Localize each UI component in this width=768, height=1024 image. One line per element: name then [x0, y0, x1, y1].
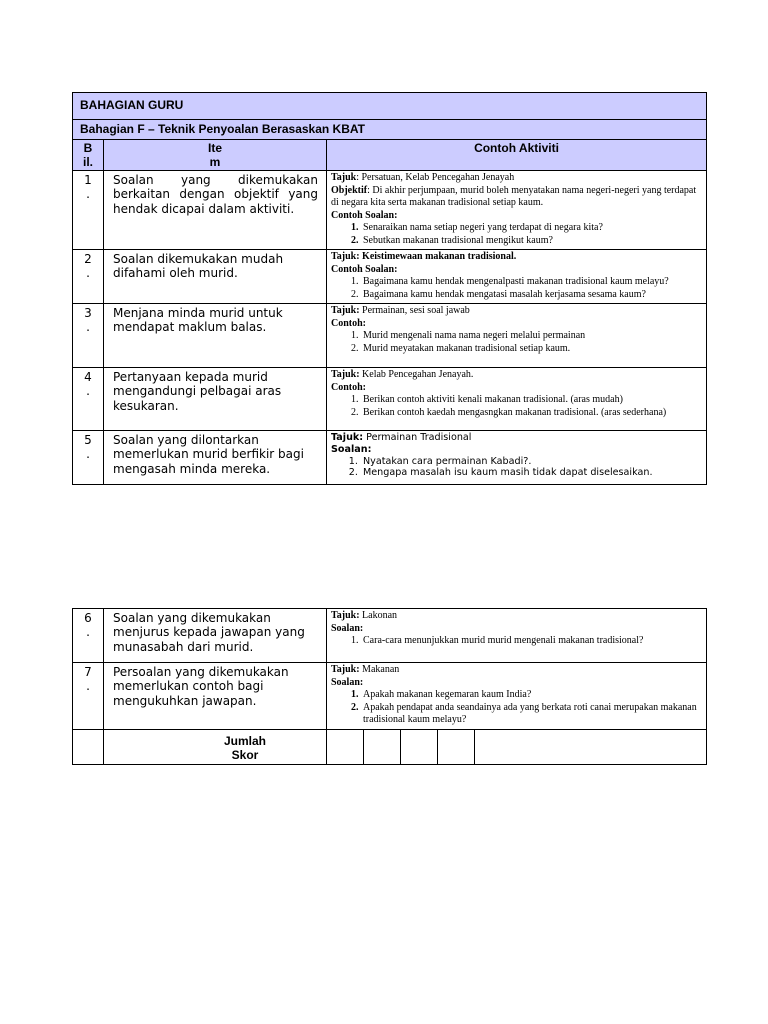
row-item-text: Pertanyaan kepada murid mengandungi pelbagai aras kesukaran. [113, 370, 282, 413]
row-activity: Tajuk: Lakonan Soalan: 1. Cara-cara menunjukkan murid murid mengenali makanan tradisional? [327, 609, 706, 650]
row-number: 1 . [84, 173, 92, 201]
list-item: 1. Apakah makanan kegemaran kaum India? [361, 689, 702, 702]
table-row [73, 250, 707, 304]
table-row [73, 368, 707, 431]
objektif-label: Objektif [331, 184, 368, 196]
question-list [331, 635, 702, 648]
list-item: 2. Apakah pendapat anda seandainya ada yang berkata roti canai merupakan makanan tradisional kaum melayu? [361, 702, 702, 727]
total-row [73, 729, 707, 764]
row-activity: Tajuk: Keistimewaan makanan tradisional. Contoh Soalan: 1. Bagaimana kamu hendak mengenalpasti makanan tradisional kaum melayu? 2. Bagaimana kamu hendak mengatasi masalah kerjasama sesama kaum? [327, 250, 706, 303]
question-list [331, 330, 702, 355]
row-number: 3 . [84, 306, 92, 334]
list-item: 2. Sebutkan makanan tradisional mengikut kaum? [361, 235, 702, 248]
row-item-text: Soalan yang dikemukakan menjurus kepada jawapan yang munasabah dari murid. [113, 611, 305, 654]
list-item: 1. Senaraikan nama setiap negeri yang terdapat di negara kita? [361, 222, 702, 235]
row-number: 7 . [84, 665, 92, 693]
tajuk-text: : Persatuan, Kelab Pencegahan Jenayah [356, 172, 515, 183]
score-cell[interactable] [401, 729, 438, 764]
score-cell[interactable] [438, 729, 475, 764]
section-header-row [73, 93, 707, 120]
col-item-header: Ite m [207, 141, 222, 169]
kbat-table-part2 [72, 608, 707, 765]
score-cell[interactable] [364, 729, 401, 764]
list-item: 1. Bagaimana kamu hendak mengenalpasti makanan tradisional kaum melayu? [361, 276, 702, 289]
list-item: 1. Murid mengenali nama nama negeri melalui permainan [361, 330, 702, 343]
list-item: 2. Bagaimana kamu hendak mengatasi masalah kerjasama sesama kaum? [361, 289, 702, 302]
row-activity: Tajuk: Permainan, sesi soal jawab Contoh: 1. Murid mengenali nama nama negeri melalui permainan 2. Murid meyatakan makanan tradisional setiap kaum. [327, 304, 706, 357]
total-score-label: Jumlah Skor [223, 733, 266, 762]
table-row [73, 609, 707, 663]
question-list [331, 456, 702, 480]
table-row [73, 171, 707, 250]
table-row [73, 663, 707, 730]
score-cell[interactable] [475, 729, 707, 764]
col-activity-header: Contoh Aktiviti [474, 141, 559, 155]
kbat-table-part1 [72, 92, 707, 485]
row-number: 2 . [84, 252, 92, 280]
row-item-text: Soalan dikemukakan mudah difahami oleh murid. [113, 252, 284, 281]
row-item-text: Menjana minda murid untuk mendapat maklum balas. [113, 306, 283, 335]
empty-cell [73, 729, 104, 764]
list-item: 2. Mengapa masalah isu kaum masih tidak dapat diselesaikan. [361, 467, 702, 479]
part-title: Bahagian F – Teknik Penyoalan Berasaskan KBAT [80, 122, 365, 136]
column-header-row [73, 140, 707, 171]
part-header-row [73, 120, 707, 140]
score-cell[interactable] [327, 729, 364, 764]
row-activity: Tajuk: Permainan Tradisional Soalan: 1. Nyatakan cara permainan Kabadi?. 2. Mengapa masalah isu kaum masih tidak dapat diselesaikan. [327, 431, 706, 481]
row-item-text: Soalan yang dikemukakan berkaitan dengan objektif yang hendak dicapai dalam aktiviti. [113, 173, 318, 216]
row-activity: Tajuk: Kelab Pencegahan Jenayah. Contoh: 1. Berikan contoh aktiviti kenali makanan tradisional. (aras mudah) 2. Berikan contoh kaedah mengasngkan makanan tradisional. (aras sederhana) [327, 368, 706, 421]
tajuk-label: Tajuk [331, 172, 357, 183]
table-row [73, 304, 707, 368]
col-bil-header: B il. [82, 141, 93, 169]
row-number: 5 . [84, 433, 92, 461]
row-item-text: Persoalan yang dikemukakan memerlukan contoh bagi mengukuhkan jawapan. [113, 665, 289, 708]
sub-label: Contoh Soalan: [331, 209, 398, 221]
list-item: 2. Murid meyatakan makanan tradisional setiap kaum. [361, 343, 702, 356]
list-item: 1. Berikan contoh aktiviti kenali makanan tradisional. (aras mudah) [361, 394, 702, 407]
row-item-text: Soalan yang dilontarkan memerlukan murid berfikir bagi mengasah minda mereka. [113, 433, 304, 476]
list-item: 1. Cara-cara menunjukkan murid murid mengenali makanan tradisional? [361, 635, 702, 648]
row-activity [327, 171, 706, 249]
question-list [331, 394, 702, 419]
question-list [331, 689, 702, 727]
row-number: 6 . [84, 611, 92, 639]
question-list [331, 276, 702, 301]
table-row [73, 431, 707, 485]
row-number: 4 . [84, 370, 92, 398]
objektif-text: : Di akhir perjumpaan, murid boleh menyatakan nama negeri-negeri yang terdapat di negara kita serta makanan tradisional setiap kaum. [331, 184, 697, 208]
question-list [331, 222, 702, 247]
list-item: 2. Berikan contoh kaedah mengasngkan makanan tradisional. (aras sederhana) [361, 407, 702, 420]
list-item: 1. Nyatakan cara permainan Kabadi?. [361, 456, 702, 468]
row-activity: Tajuk: Makanan Soalan: 1. Apakah makanan kegemaran kaum India? 2. Apakah pendapat anda seandainya ada yang berkata roti canai merupakan makanan tradisional kaum melayu? [327, 663, 706, 729]
section-title: BAHAGIAN GURU [80, 98, 184, 112]
